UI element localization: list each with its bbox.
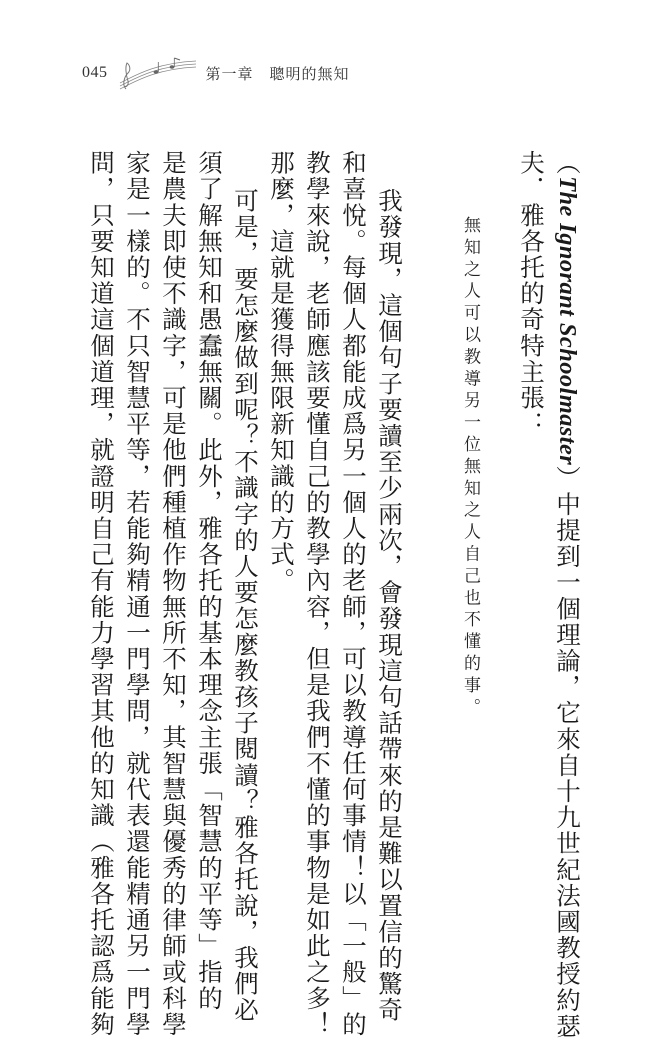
text-column-5: 和喜悅。每個人都能成爲另一個人的老師，可以教導任何事情！以「一般」的 [339,150,368,1038]
chapter-title: 第一章 聰明的無知 [205,64,350,83]
text-column-9: 須了解無知和愚蠢無關。此外，雅各托的基本理念主張「智慧的平等」指的 [195,150,224,1012]
text-column-1 [551,150,583,1039]
music-staff-icon [116,55,200,91]
block-quote: 無知之人可以教導另一位無知之人自己也不懂的事。 [460,216,480,720]
text-column-12: 問，只要知道這個道理，就證明自己有能力學習其他的知識（雅各托認爲能夠 [87,150,116,1038]
text-column-7: 那麼，這就是獲得無限新知識的方式。 [267,150,296,594]
text-column-6: 教學來說，老師應該要懂自己的教學內容，但是我們不懂的事物是如此之多！ [303,150,332,1038]
text-column-10: 是農夫即使不識字，可是他們種植作物無所不知，其智慧與優秀的律師或科學 [159,150,188,1038]
text-segment: ）中提到一個理論，它來自十九世紀法國教授約瑟 [553,465,582,1039]
text-segment: （ [553,150,582,177]
text-column-11: 家是一樣的。不只智慧平等，若能夠精通一門學問，就代表還能精通另一門學 [123,150,152,1038]
page-number: 045 [82,64,108,81]
text-column-2: 夫．雅各托的奇特主張： [517,150,546,438]
book-title-latin: The Ignorant Schoolmaster [554,176,581,466]
text-column-4: 我發現，這個句子要讀至少兩次，會發現這句話帶來的是難以置信的驚奇 [375,188,404,1024]
page-header [82,58,350,88]
text-column-8: 可是，要怎麼做到呢？不識字的人要怎麼教孩子閱讀？雅各托說，我們必 [231,188,260,1024]
